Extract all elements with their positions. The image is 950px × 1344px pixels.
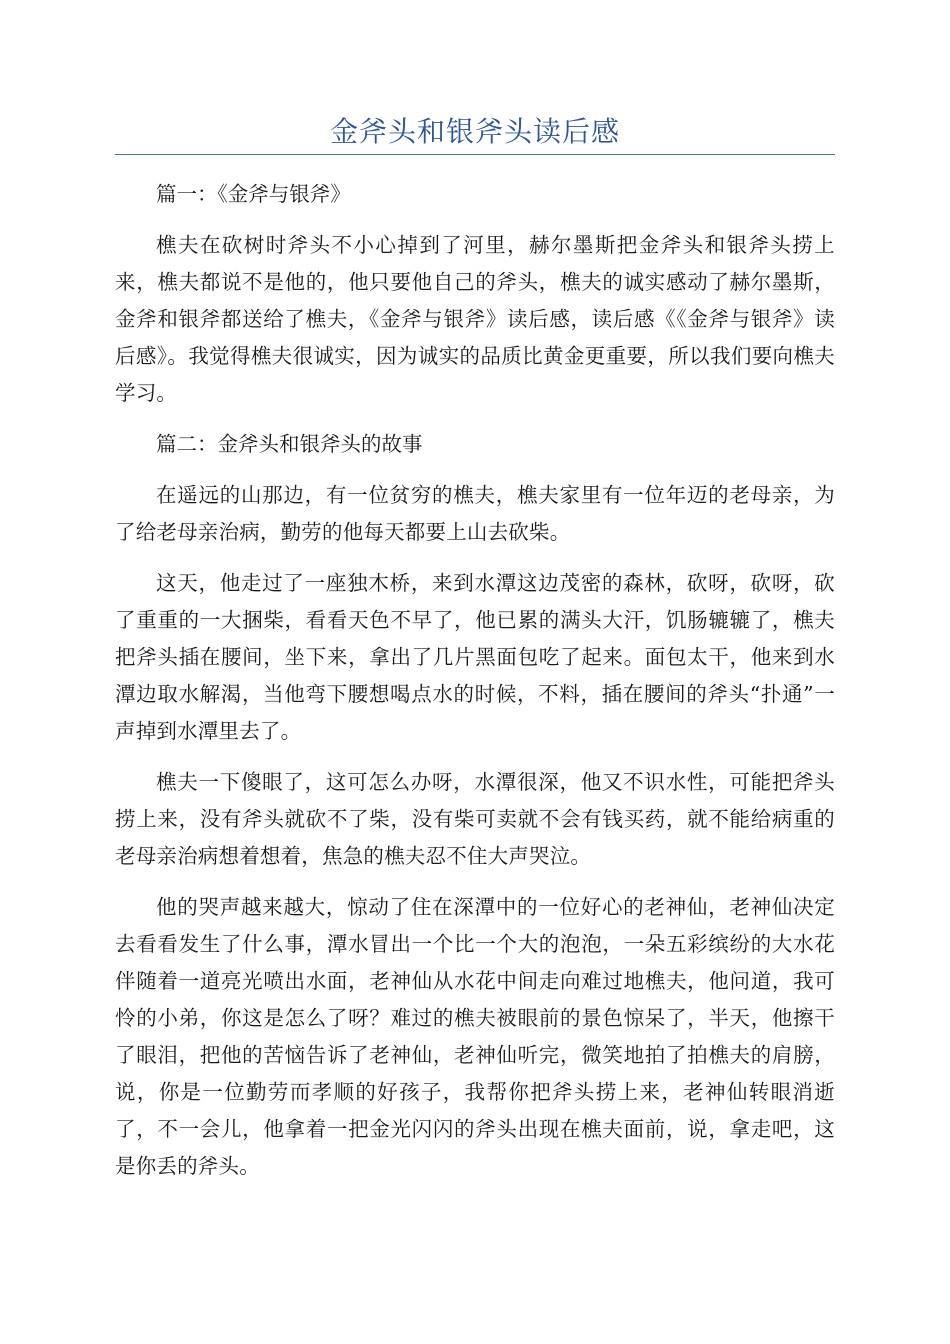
- section-heading: 篇二：金斧头和银斧头的故事: [156, 432, 423, 456]
- title-underline: [115, 154, 835, 155]
- section-heading: 篇一：《金斧与银斧》: [156, 182, 351, 206]
- paragraph: 樵夫一下傻眼了，这可怎么办呀，水潭很深，他又不识水性，可能把斧头捞上来，没有斧头就砍不了柴，没有柴可卖就不会有钱买药，就不能给病重的老母亲治病想着想着，焦急的樵夫忍不住大声哭泣。: [115, 770, 835, 868]
- paragraph: 这天，他走过了一座独木桥，来到水潭这边茂密的森林，砍呀，砍呀，砍了重重的一大捆柴，看看天色不早了，他已累的满头大汗，饥肠辘辘了，樵夫把斧头插在腰间，坐下来，拿出了几片黑面包吃了起来。面包太干，他来到水潭边取水解渴，当他弯下腰想喝点水的时候，不料，插在腰间的斧头“扑通”一声掉到水潭里去了。: [115, 571, 835, 743]
- document-body: [115, 176, 835, 1199]
- paragraph: 在遥远的山那边，有一位贫穷的樵夫，樵夫家里有一位年迈的老母亲，为了给老母亲治病，勤劳的他每天都要上山去砍柴。: [115, 483, 835, 544]
- paragraph: 樵夫在砍树时斧头不小心掉到了河里，赫尔墨斯把金斧头和银斧头捞上来，樵夫都说不是他的，他只要他自己的斧头，樵夫的诚实感动了赫尔墨斯，金斧和银斧都送给了樵夫，《金斧与银斧》读后感，读后感《《金斧与银斧》读后感》。我觉得樵夫很诚实，因为诚实的品质比黄金更重要，所以我们要向樵夫学习。: [115, 233, 835, 405]
- page-title: 金斧头和银斧头读后感: [329, 115, 620, 148]
- paragraph: 他的哭声越来越大，惊动了住在深潭中的一位好心的老神仙，老神仙决定去看看发生了什么事，潭水冒出一个比一个大的泡泡，一朵五彩缤纷的大水花伴随着一道亮光喷出水面，老神仙从水花中间走向难过地樵夫，他问道，我可怜的小弟，你这是怎么了呀？难过的樵夫被眼前的景色惊呆了，半天，他擦干了眼泪，把他的苦恼告诉了老神仙，老神仙听完，微笑地拍了拍樵夫的肩膀，说，你是一位勤劳而孝顺的好孩子，我帮你把斧头捞上来，老神仙转眼消逝了，不一会儿，他拿着一把金光闪闪的斧头出现在樵夫面前，说，拿走吧，这是你丢的斧头。: [115, 895, 835, 1178]
